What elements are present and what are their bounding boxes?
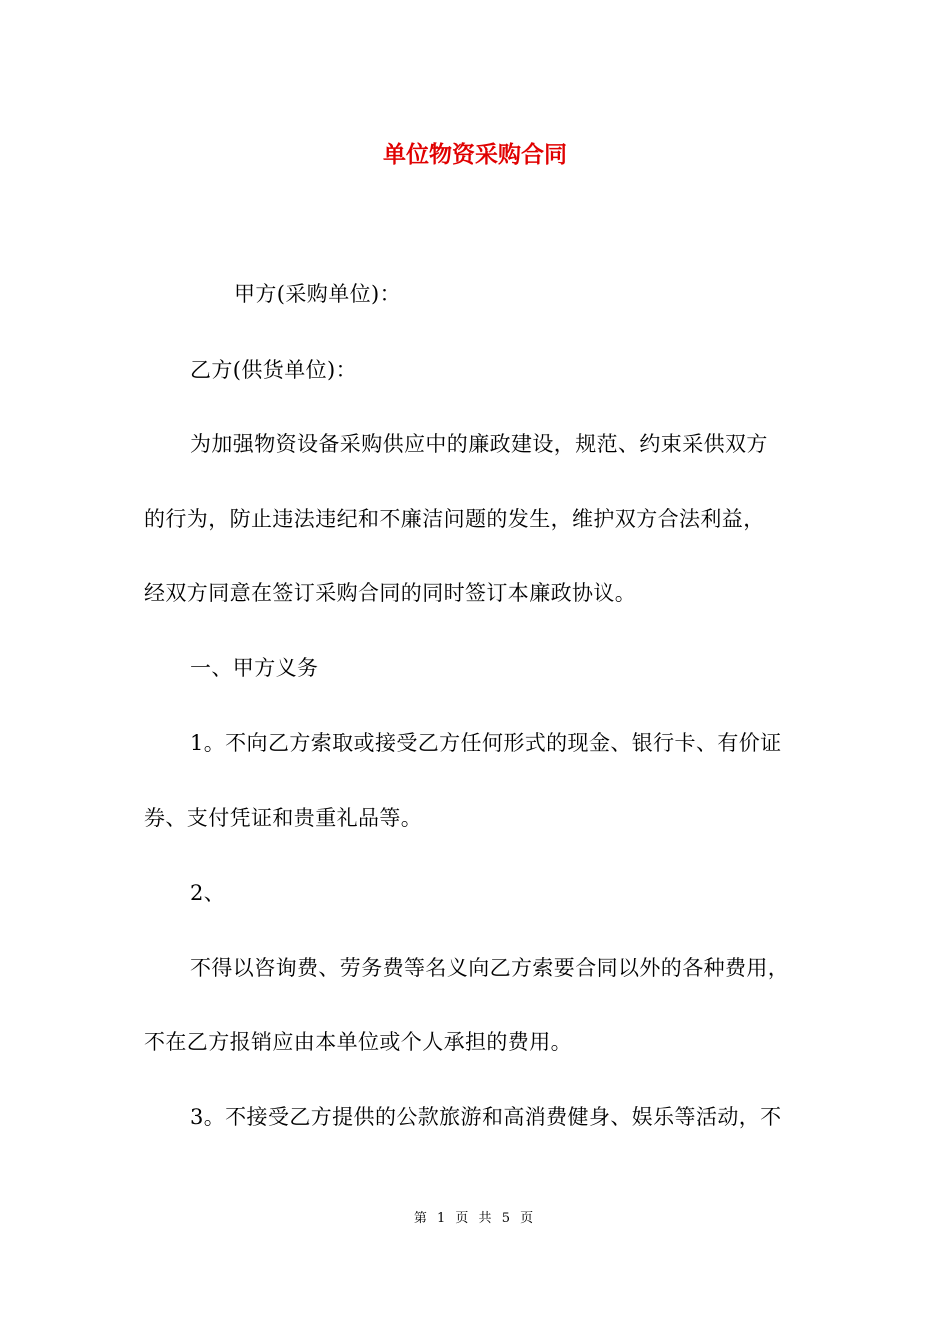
paragraph-line: 不得以咨询费、劳务费等名义向乙方索要合同以外的各种费用， <box>190 956 790 980</box>
party-b-line: 乙方(供货单位)： <box>190 358 357 382</box>
party-a-line: 甲方(采购单位)： <box>234 282 401 306</box>
paragraph-line: 经双方同意在签订采购合同的同时签订本廉政协议。 <box>144 581 637 605</box>
document-title: 单位物资采购合同 <box>383 142 567 168</box>
paragraph-line: 2、 <box>190 881 226 905</box>
paragraph-line: 的行为，防止违法违纪和不廉洁问题的发生，维护双方合法利益， <box>144 507 765 531</box>
section-heading: 一、甲方义务 <box>190 656 319 680</box>
page-footer: 第 1 页 共 5 页 <box>413 1211 537 1226</box>
paragraph-line: 1。不向乙方索取或接受乙方任何形式的现金、银行卡、有价证 <box>190 731 782 755</box>
paragraph-line: 券、支付凭证和贵重礼品等。 <box>144 806 423 830</box>
paragraph-line: 为加强物资设备采购供应中的廉政建设，规范、约束采供双方 <box>190 432 768 456</box>
paragraph-line: 3。不接受乙方提供的公款旅游和高消费健身、娱乐等活动，不 <box>190 1105 782 1129</box>
paragraph-line: 不在乙方报销应由本单位或个人承担的费用。 <box>144 1030 572 1054</box>
